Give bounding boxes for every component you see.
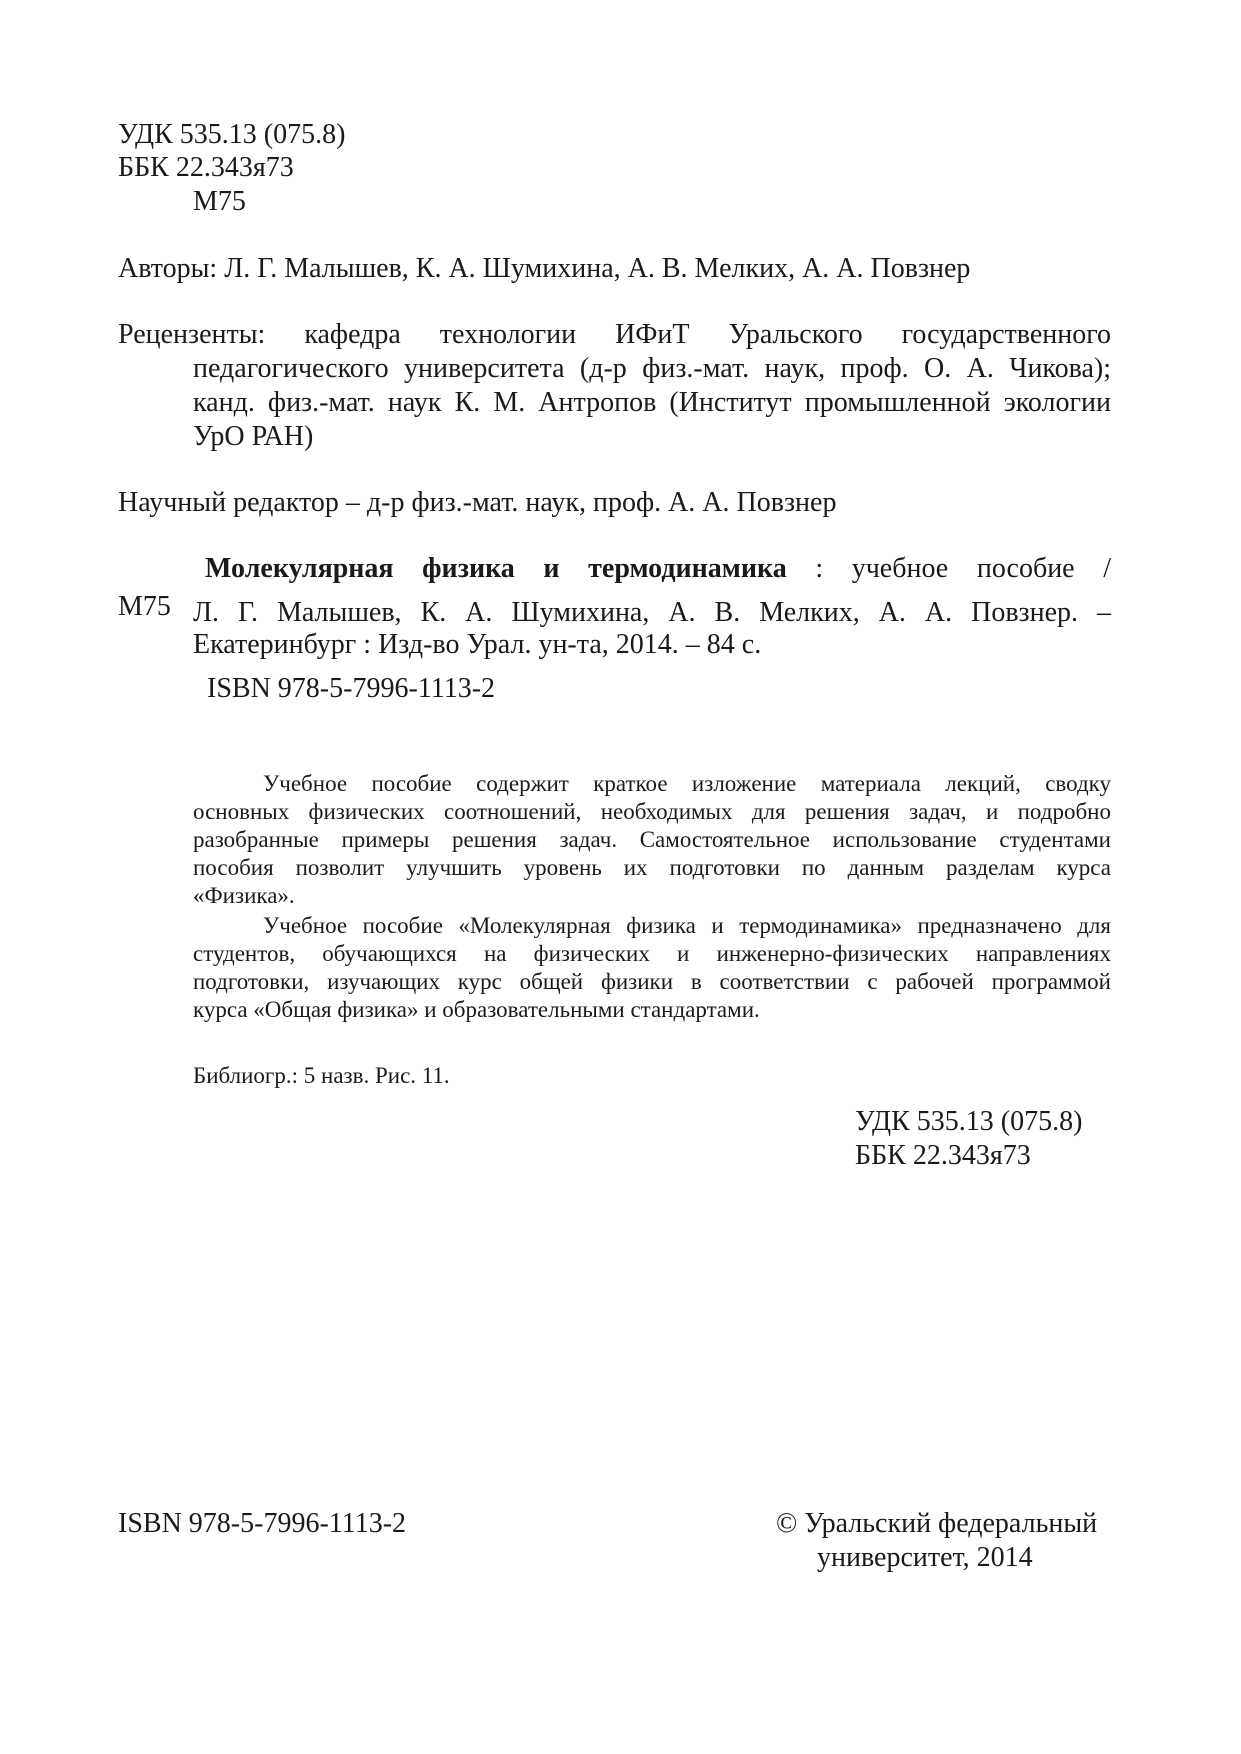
copyright-line-2: университет, 2014 <box>817 1542 1033 1573</box>
bib-authors-line: Л. Г. Малышев, К. А. Шумихина, А. В. Мелких, А. А. Повзнер. – <box>193 597 1111 628</box>
reviewers-line-1 <box>118 318 1111 351</box>
abstract-p1-line1: Учебное пособие содержит краткое изложение материала лекций, сводку <box>263 771 1111 796</box>
reviewers-label: Рецензенты: <box>118 319 266 350</box>
authors-label: Авторы: <box>118 253 218 284</box>
reviewers-line-3: канд. физ.-мат. наук К. М. Антропов (Институт промышленной экологии <box>193 387 1111 418</box>
abstract-p1-line4: пособия позволит улучшить уровень их подготовки по данным разделам курса <box>193 855 1111 880</box>
authors-names: Л. Г. Малышев, К. А. Шумихина, А. В. Мелких, А. А. Повзнер <box>224 253 971 284</box>
footer-udk: УДК 535.13 (075.8) <box>855 1106 1083 1137</box>
reviewers-text-1: кафедра технологии ИФиТ Уральского государственного <box>304 319 1112 350</box>
abstract-p2-line2: студентов, обучающихся на физических и инженерно-физических направлениях <box>193 941 1111 966</box>
udk-code: УДК 535.13 (075.8) <box>118 119 346 150</box>
footer-bbk: ББК 22.343я73 <box>855 1140 1031 1171</box>
author-mark: М75 <box>193 186 246 217</box>
bib-title-line <box>205 552 1111 585</box>
bbk-code: ББК 22.343я73 <box>118 152 294 183</box>
scientific-editor: Научный редактор – д-р физ.-мат. наук, проф. А. А. Повзнер <box>118 487 837 518</box>
bibliography-note: Библиогр.: 5 назв. Рис. 11. <box>193 1063 450 1088</box>
abstract-p1-line2: основных физических соотношений, необходимых для решения задач, и подробно <box>193 799 1111 824</box>
reviewers-line-2: педагогического университета (д-р физ.-мат. наук, проф. О. А. Чикова); <box>193 353 1111 384</box>
bottom-isbn: ISBN 978-5-7996-1113-2 <box>118 1508 407 1539</box>
book-title: Молекулярная физика и термодинамика <box>205 553 787 584</box>
bib-mark: М75 <box>118 591 171 622</box>
bib-isbn: ISBN 978-5-7996-1113-2 <box>207 673 496 704</box>
authors-line <box>118 252 970 285</box>
abstract-p1-line3: разобранные примеры решения задач. Самостоятельное использование студентами <box>193 827 1111 852</box>
abstract-p2-line3: подготовки, изучающих курс общей физики в соответствии с рабочей программой <box>193 969 1111 994</box>
abstract-p2-line1: Учебное пособие «Молекулярная физика и термодинамика» предназначено для <box>263 913 1111 938</box>
copyright-line-1: © Уральский федеральный <box>776 1508 1098 1539</box>
book-title-rest: : учебное пособие / <box>786 553 1111 584</box>
bib-publisher-line: Екатеринбург : Изд-во Урал. ун-та, 2014. – 84 с. <box>193 629 762 660</box>
abstract-p2-line4: курса «Общая физика» и образовательными стандартами. <box>193 997 760 1022</box>
reviewers-line-4: УрО РАН) <box>193 421 314 452</box>
abstract-p1-line5: «Физика». <box>193 883 295 908</box>
